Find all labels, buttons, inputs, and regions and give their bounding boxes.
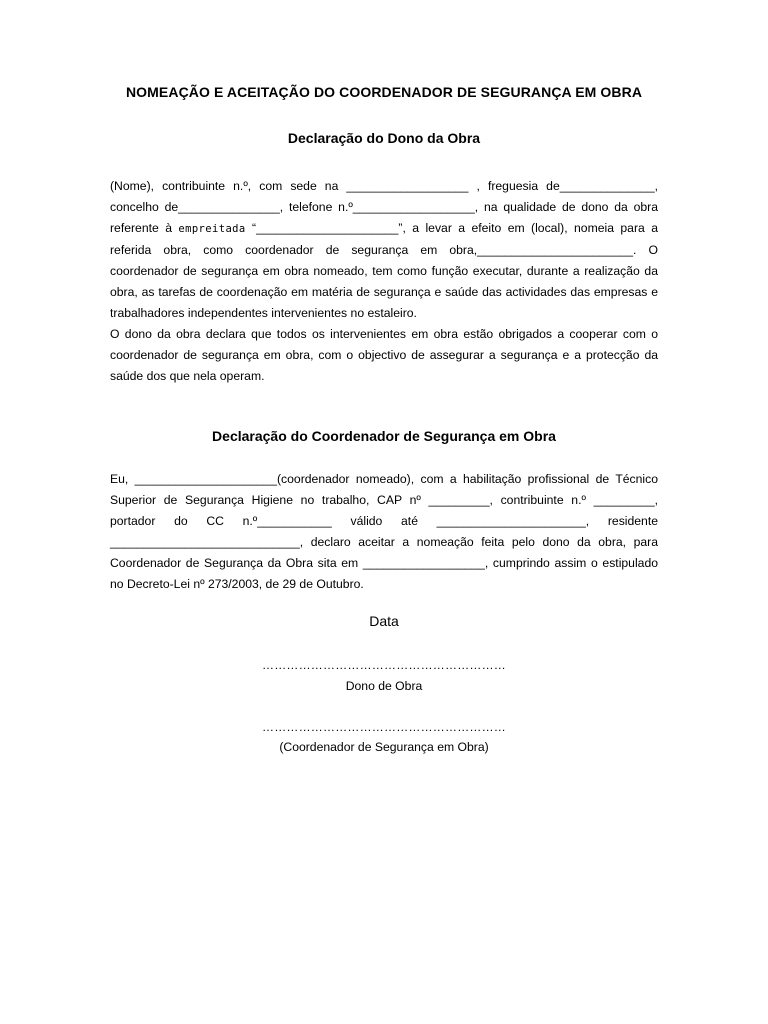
coordinator-declaration-body <box>110 469 658 595</box>
owner-declaration-text-b: “_____________________”, a levar a efeito em (local), nomeia para a referida obra, como coordenador de segurança em obra,_______________________. O coordenador de segurança em obra nomeado, tem como função executar, durante a realização da obra, as tarefas de coordenação em matéria de segurança e saúde das actividades das empresas e trabalhadores independentes intervenientes no estaleiro. <box>110 221 658 320</box>
section-heading-coordinator-declaration: Declaração do Coordenador de Segurança em Obra <box>212 428 556 444</box>
owner-declaration-text-a: (Nome), contribuinte n.º, com sede na __________________ , freguesia de______________, concelho de_______________, telefone n.º__________________, na qualidade de dono da obra referente à <box>110 179 658 235</box>
section-heading-owner-declaration: Declaração do Dono da Obra <box>287 130 481 146</box>
coordinator-signature-label: (Coordenador de Segurança em Obra) <box>279 740 489 754</box>
owner-declaration-body <box>110 176 658 387</box>
coordinator-signature-line: …………………………………………………… <box>262 720 506 734</box>
owner-declaration-paragraph-1 <box>110 176 658 324</box>
owner-signature-label: Dono de Obra <box>345 679 423 693</box>
date-label: Data <box>369 613 399 629</box>
coordinator-declaration-paragraph: Eu, _____________________(coordenador nomeado), com a habilitação profissional de Técnico Superior de Segurança Higiene no trabalho, CAP nº _________, contribuinte n.º _________, portador do CC n.º___________ válido até ______________________, residente ____________________________, declaro aceitar a nomeação feita pelo dono da obra, para Coordenador de Segurança da Obra sita em __________________, cumprindo assim o estipulado no Decreto-Lei nº 273/2003, de 29 de Outubro. <box>110 472 658 591</box>
owner-signature-line: …………………………………………………… <box>262 658 506 672</box>
document-title: NOMEAÇÃO E ACEITAÇÃO DO COORDENADOR DE SEGURANÇA EM OBRA <box>125 84 643 100</box>
empreitada-word: empreitada <box>178 223 246 235</box>
owner-declaration-paragraph-2: O dono da obra declara que todos os intervenientes em obra estão obrigados a cooperar com o coordenador de segurança em obra, com o objectivo de assegurar a segurança e a protecção da saúde dos que nela operam. <box>110 327 658 383</box>
